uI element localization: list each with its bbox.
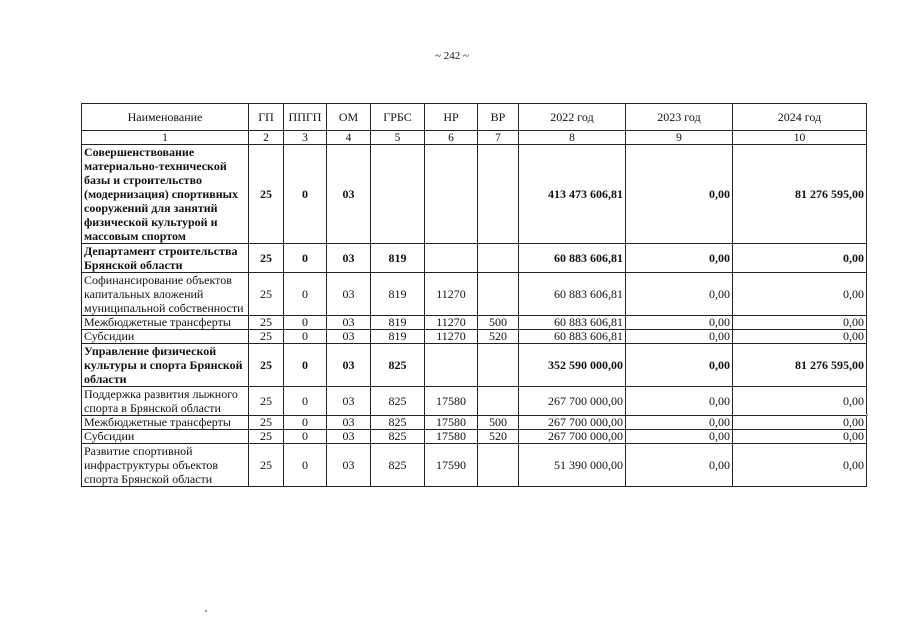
- cell-gp: 25: [249, 344, 284, 387]
- header-name: Наименование: [82, 104, 249, 131]
- cell-grbs: 825: [371, 444, 425, 487]
- cell-om: 03: [327, 145, 371, 244]
- cell-vr: 520: [478, 330, 519, 344]
- cell-gp: 25: [249, 330, 284, 344]
- cell-nr: [425, 244, 478, 273]
- header-grbs: ГРБС: [371, 104, 425, 131]
- cell-ppgp: 0: [284, 145, 327, 244]
- cell-2024: 81 276 595,00: [733, 145, 867, 244]
- cell-ppgp: 0: [284, 316, 327, 330]
- header-nr: НР: [425, 104, 478, 131]
- cell-2022: 352 590 000,00: [519, 344, 626, 387]
- cell-vr: [478, 344, 519, 387]
- cell-om: 03: [327, 387, 371, 416]
- cell-2023: 0,00: [626, 244, 733, 273]
- cell-om: 03: [327, 330, 371, 344]
- cell-nr: 11270: [425, 273, 478, 316]
- cell-grbs: 825: [371, 344, 425, 387]
- cell-nr: 17580: [425, 387, 478, 416]
- page-number: ~ 242 ~: [435, 50, 469, 62]
- cell-gp: 25: [249, 145, 284, 244]
- table-row: [82, 244, 867, 273]
- cell-vr: [478, 244, 519, 273]
- row-name: Управление физической культуры и спорта Брянской области: [82, 344, 249, 387]
- column-number: 7: [478, 131, 519, 145]
- cell-grbs: 819: [371, 273, 425, 316]
- cell-2024: 0,00: [733, 330, 867, 344]
- cell-2024: 81 276 595,00: [733, 344, 867, 387]
- row-name: Поддержка развития лыжного спорта в Брянской области: [82, 387, 249, 416]
- cell-2023: 0,00: [626, 145, 733, 244]
- cell-2023: 0,00: [626, 416, 733, 430]
- cell-grbs: 825: [371, 416, 425, 430]
- cell-grbs: 819: [371, 244, 425, 273]
- table-row: [82, 145, 867, 244]
- column-number-row: [82, 131, 867, 145]
- cell-vr: 500: [478, 416, 519, 430]
- cell-om: 03: [327, 444, 371, 487]
- cell-grbs: 825: [371, 387, 425, 416]
- column-number: 2: [249, 131, 284, 145]
- cell-2022: 60 883 606,81: [519, 273, 626, 316]
- cell-2022: 267 700 000,00: [519, 387, 626, 416]
- cell-gp: 25: [249, 316, 284, 330]
- cell-2024: 0,00: [733, 416, 867, 430]
- cell-2022: 51 390 000,00: [519, 444, 626, 487]
- header-om: ОМ: [327, 104, 371, 131]
- cell-2022: 267 700 000,00: [519, 430, 626, 444]
- table-row: [82, 316, 867, 330]
- cell-ppgp: 0: [284, 416, 327, 430]
- cell-ppgp: 0: [284, 273, 327, 316]
- cell-om: 03: [327, 244, 371, 273]
- cell-nr: 17590: [425, 444, 478, 487]
- column-number: 3: [284, 131, 327, 145]
- table-row: [82, 430, 867, 444]
- table-row: [82, 330, 867, 344]
- row-name: Субсидии: [82, 330, 249, 344]
- cell-nr: 17580: [425, 430, 478, 444]
- row-name: Софинансирование объектов капитальных вложений муниципальной собственности: [82, 273, 249, 316]
- cell-2024: 0,00: [733, 316, 867, 330]
- row-name: Субсидии: [82, 430, 249, 444]
- cell-nr: [425, 145, 478, 244]
- column-number: 6: [425, 131, 478, 145]
- cell-gp: 25: [249, 387, 284, 416]
- cell-vr: 520: [478, 430, 519, 444]
- budget-table: [81, 103, 867, 487]
- cell-vr: [478, 145, 519, 244]
- header-ppgp: ППГП: [284, 104, 327, 131]
- cell-nr: [425, 344, 478, 387]
- cell-2024: 0,00: [733, 387, 867, 416]
- cell-vr: [478, 387, 519, 416]
- table-row: [82, 273, 867, 316]
- cell-gp: 25: [249, 416, 284, 430]
- cell-2023: 0,00: [626, 330, 733, 344]
- header-2022: 2022 год: [519, 104, 626, 131]
- cell-om: 03: [327, 430, 371, 444]
- table-row: [82, 416, 867, 430]
- cell-gp: 25: [249, 244, 284, 273]
- cell-grbs: 819: [371, 330, 425, 344]
- cell-2023: 0,00: [626, 316, 733, 330]
- cell-grbs: 825: [371, 430, 425, 444]
- column-number: 8: [519, 131, 626, 145]
- cell-grbs: 819: [371, 316, 425, 330]
- cell-grbs: [371, 145, 425, 244]
- scan-speck: [866, 414, 868, 416]
- row-name: Межбюджетные трансферты: [82, 316, 249, 330]
- row-name: Межбюджетные трансферты: [82, 416, 249, 430]
- header-2024: 2024 год: [733, 104, 867, 131]
- cell-ppgp: 0: [284, 430, 327, 444]
- cell-2023: 0,00: [626, 430, 733, 444]
- cell-2023: 0,00: [626, 444, 733, 487]
- header-vr: ВР: [478, 104, 519, 131]
- column-number: 4: [327, 131, 371, 145]
- table-row: [82, 344, 867, 387]
- table-row: [82, 387, 867, 416]
- header-gp: ГП: [249, 104, 284, 131]
- cell-om: 03: [327, 273, 371, 316]
- cell-nr: 11270: [425, 330, 478, 344]
- row-name: Департамент строительства Брянской области: [82, 244, 249, 273]
- column-number: 10: [733, 131, 867, 145]
- column-number: 9: [626, 131, 733, 145]
- header-row: [82, 104, 867, 131]
- cell-2024: 0,00: [733, 430, 867, 444]
- cell-2024: 0,00: [733, 444, 867, 487]
- cell-2022: 60 883 606,81: [519, 244, 626, 273]
- cell-om: 03: [327, 416, 371, 430]
- cell-nr: 11270: [425, 316, 478, 330]
- cell-vr: 500: [478, 316, 519, 330]
- cell-2022: 60 883 606,81: [519, 330, 626, 344]
- cell-2024: 0,00: [733, 244, 867, 273]
- cell-gp: 25: [249, 430, 284, 444]
- column-number: 1: [82, 131, 249, 145]
- cell-2022: 413 473 606,81: [519, 145, 626, 244]
- cell-om: 03: [327, 344, 371, 387]
- cell-ppgp: 0: [284, 387, 327, 416]
- cell-vr: [478, 273, 519, 316]
- cell-gp: 25: [249, 273, 284, 316]
- cell-2023: 0,00: [626, 273, 733, 316]
- column-number: 5: [371, 131, 425, 145]
- table-row: [82, 444, 867, 487]
- cell-2024: 0,00: [733, 273, 867, 316]
- cell-vr: [478, 444, 519, 487]
- cell-2022: 60 883 606,81: [519, 316, 626, 330]
- cell-ppgp: 0: [284, 344, 327, 387]
- cell-2023: 0,00: [626, 387, 733, 416]
- cell-2023: 0,00: [626, 344, 733, 387]
- header-2023: 2023 год: [626, 104, 733, 131]
- row-name: Совершенствование материально-технической базы и строительство (модернизация) спортивных сооружений для занятий физической культурой и массовым спортом: [82, 145, 249, 244]
- cell-2022: 267 700 000,00: [519, 416, 626, 430]
- cell-om: 03: [327, 316, 371, 330]
- cell-ppgp: 0: [284, 444, 327, 487]
- scan-speck: [205, 610, 207, 612]
- row-name: Развитие спортивной инфраструктуры объектов спорта Брянской области: [82, 444, 249, 487]
- cell-nr: 17580: [425, 416, 478, 430]
- cell-gp: 25: [249, 444, 284, 487]
- cell-ppgp: 0: [284, 244, 327, 273]
- cell-ppgp: 0: [284, 330, 327, 344]
